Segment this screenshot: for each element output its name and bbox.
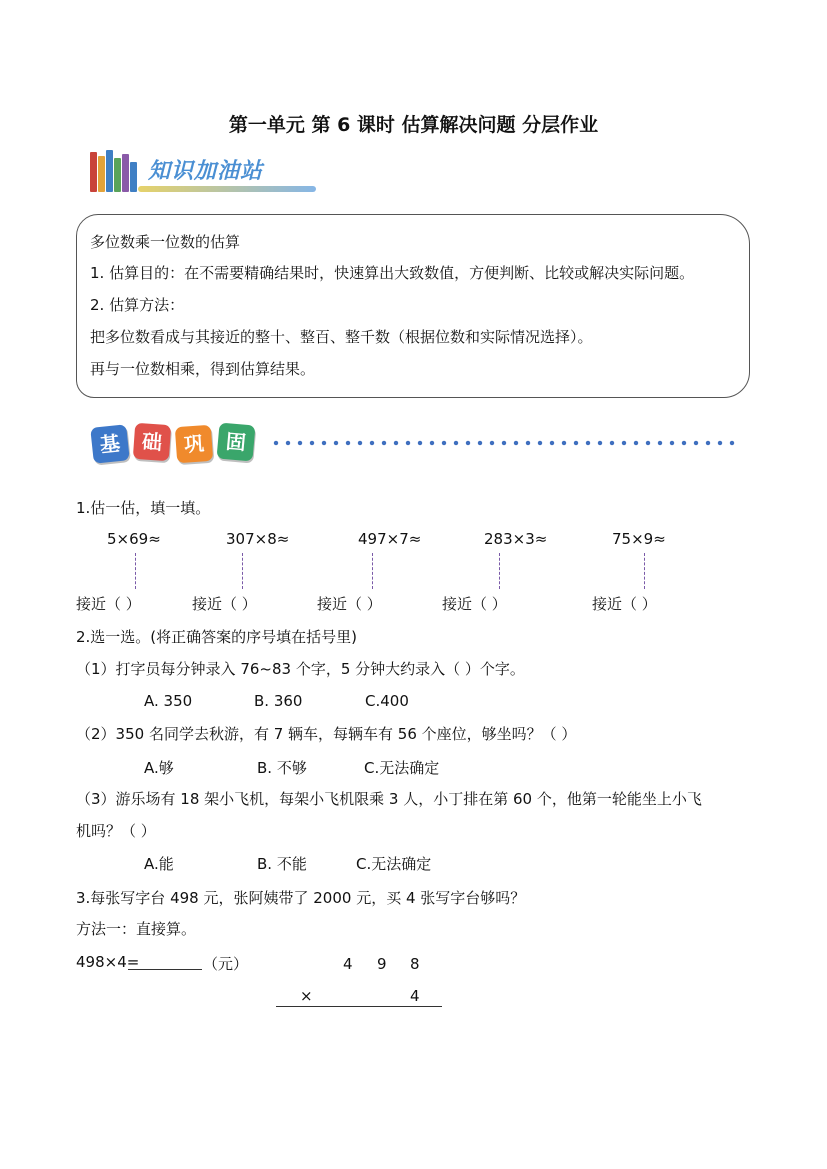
q1-near-5[interactable]: 接近（ ） <box>592 595 657 613</box>
q2-3-option-b[interactable]: B. 不能 <box>257 855 307 873</box>
q2-sub-3-line-1: （3）游乐场有 18 架小飞机，每架小飞机限乘 3 人，小丁排在第 60 个，他第一轮能坐上小飞 <box>76 790 702 808</box>
knowledge-heading: 多位数乘一位数的估算 <box>90 233 241 251</box>
dotted-rule <box>270 440 740 446</box>
q2-sub-3-line-2: 机吗？（ ） <box>76 822 156 840</box>
q3-vert-digit-3: 8 <box>410 955 420 973</box>
q3-vert-rule <box>276 1006 442 1007</box>
q3-unit: （元） <box>203 955 249 973</box>
banner-swoosh <box>138 186 316 192</box>
knowledge-line-1: 1. 估算目的：在不需要精确结果时，快速算出大致数值，方便判断、比较或解决实际问题。 <box>90 264 695 282</box>
q3-vert-multiplier: 4 <box>410 987 420 1005</box>
knowledge-line-3: 把多位数看成与其接近的整十、整百、整千数（根据位数和实际情况选择）。 <box>90 328 593 346</box>
q1-near-4[interactable]: 接近（ ） <box>442 595 507 613</box>
q3-method: 方法一：直接算。 <box>76 920 197 938</box>
q1-near-2[interactable]: 接近（ ） <box>192 595 257 613</box>
banner-tile-2: 础 <box>133 423 171 461</box>
q3-prompt: 3.每张写字台 498 元，张阿姨带了 2000 元，买 4 张写字台够吗？ <box>76 889 526 907</box>
q3-vert-digit-2: 9 <box>377 955 387 973</box>
knowledge-line-2: 2. 估算方法： <box>90 296 185 314</box>
q2-1-option-c[interactable]: C.400 <box>365 692 409 710</box>
q1-expr-5: 75×9≈ <box>612 530 666 548</box>
page-title: 第一单元 第 6 课时 估算解决问题 分层作业 <box>228 114 599 136</box>
q1-dash-4 <box>499 553 500 589</box>
q1-near-3[interactable]: 接近（ ） <box>317 595 382 613</box>
banner-tile-3: 巩 <box>175 425 213 463</box>
q1-dash-5 <box>644 553 645 589</box>
q2-2-option-b[interactable]: B. 不够 <box>257 759 307 777</box>
q1-dash-1 <box>135 553 136 589</box>
basic-banner <box>86 422 266 472</box>
q1-prompt: 1.估一估，填一填。 <box>76 499 211 517</box>
q1-expr-3: 497×7≈ <box>358 530 422 548</box>
q2-3-option-a[interactable]: A.能 <box>144 855 174 873</box>
knowledge-banner <box>88 148 320 200</box>
q1-dash-3 <box>372 553 373 589</box>
knowledge-banner-label: 知识加油站 <box>148 159 264 184</box>
banner-tile-1: 基 <box>90 424 130 464</box>
q1-expr-4: 283×3≈ <box>484 530 548 548</box>
q1-dash-2 <box>242 553 243 589</box>
q3-answer-blank[interactable] <box>128 969 202 970</box>
q1-expr-2: 307×8≈ <box>226 530 290 548</box>
knowledge-line-4: 再与一位数相乘，得到估算结果。 <box>90 360 316 378</box>
q2-sub-1: （1）打字员每分钟录入 76~83 个字，5 分钟大约录入（ ）个字。 <box>76 660 525 678</box>
q2-3-option-c[interactable]: C.无法确定 <box>356 855 432 873</box>
q3-vert-digit-1: 4 <box>343 955 353 973</box>
q2-2-option-c[interactable]: C.无法确定 <box>364 759 440 777</box>
q3-equation: 498×4= <box>76 953 140 971</box>
q2-1-option-b[interactable]: B. 360 <box>254 692 303 710</box>
q1-expr-1: 5×69≈ <box>107 530 161 548</box>
q2-1-option-a[interactable]: A. 350 <box>144 692 193 710</box>
q2-sub-2: （2）350 名同学去秋游，有 7 辆车，每辆车有 56 个座位，够坐吗？（ ） <box>76 725 577 743</box>
banner-tile-4: 固 <box>216 422 255 461</box>
q2-prompt: 2.选一选。(将正确答案的序号填在括号里) <box>76 628 358 646</box>
q3-vert-times: × <box>300 987 313 1005</box>
q2-2-option-a[interactable]: A.够 <box>144 759 174 777</box>
q1-near-1[interactable]: 接近（ ） <box>76 595 141 613</box>
